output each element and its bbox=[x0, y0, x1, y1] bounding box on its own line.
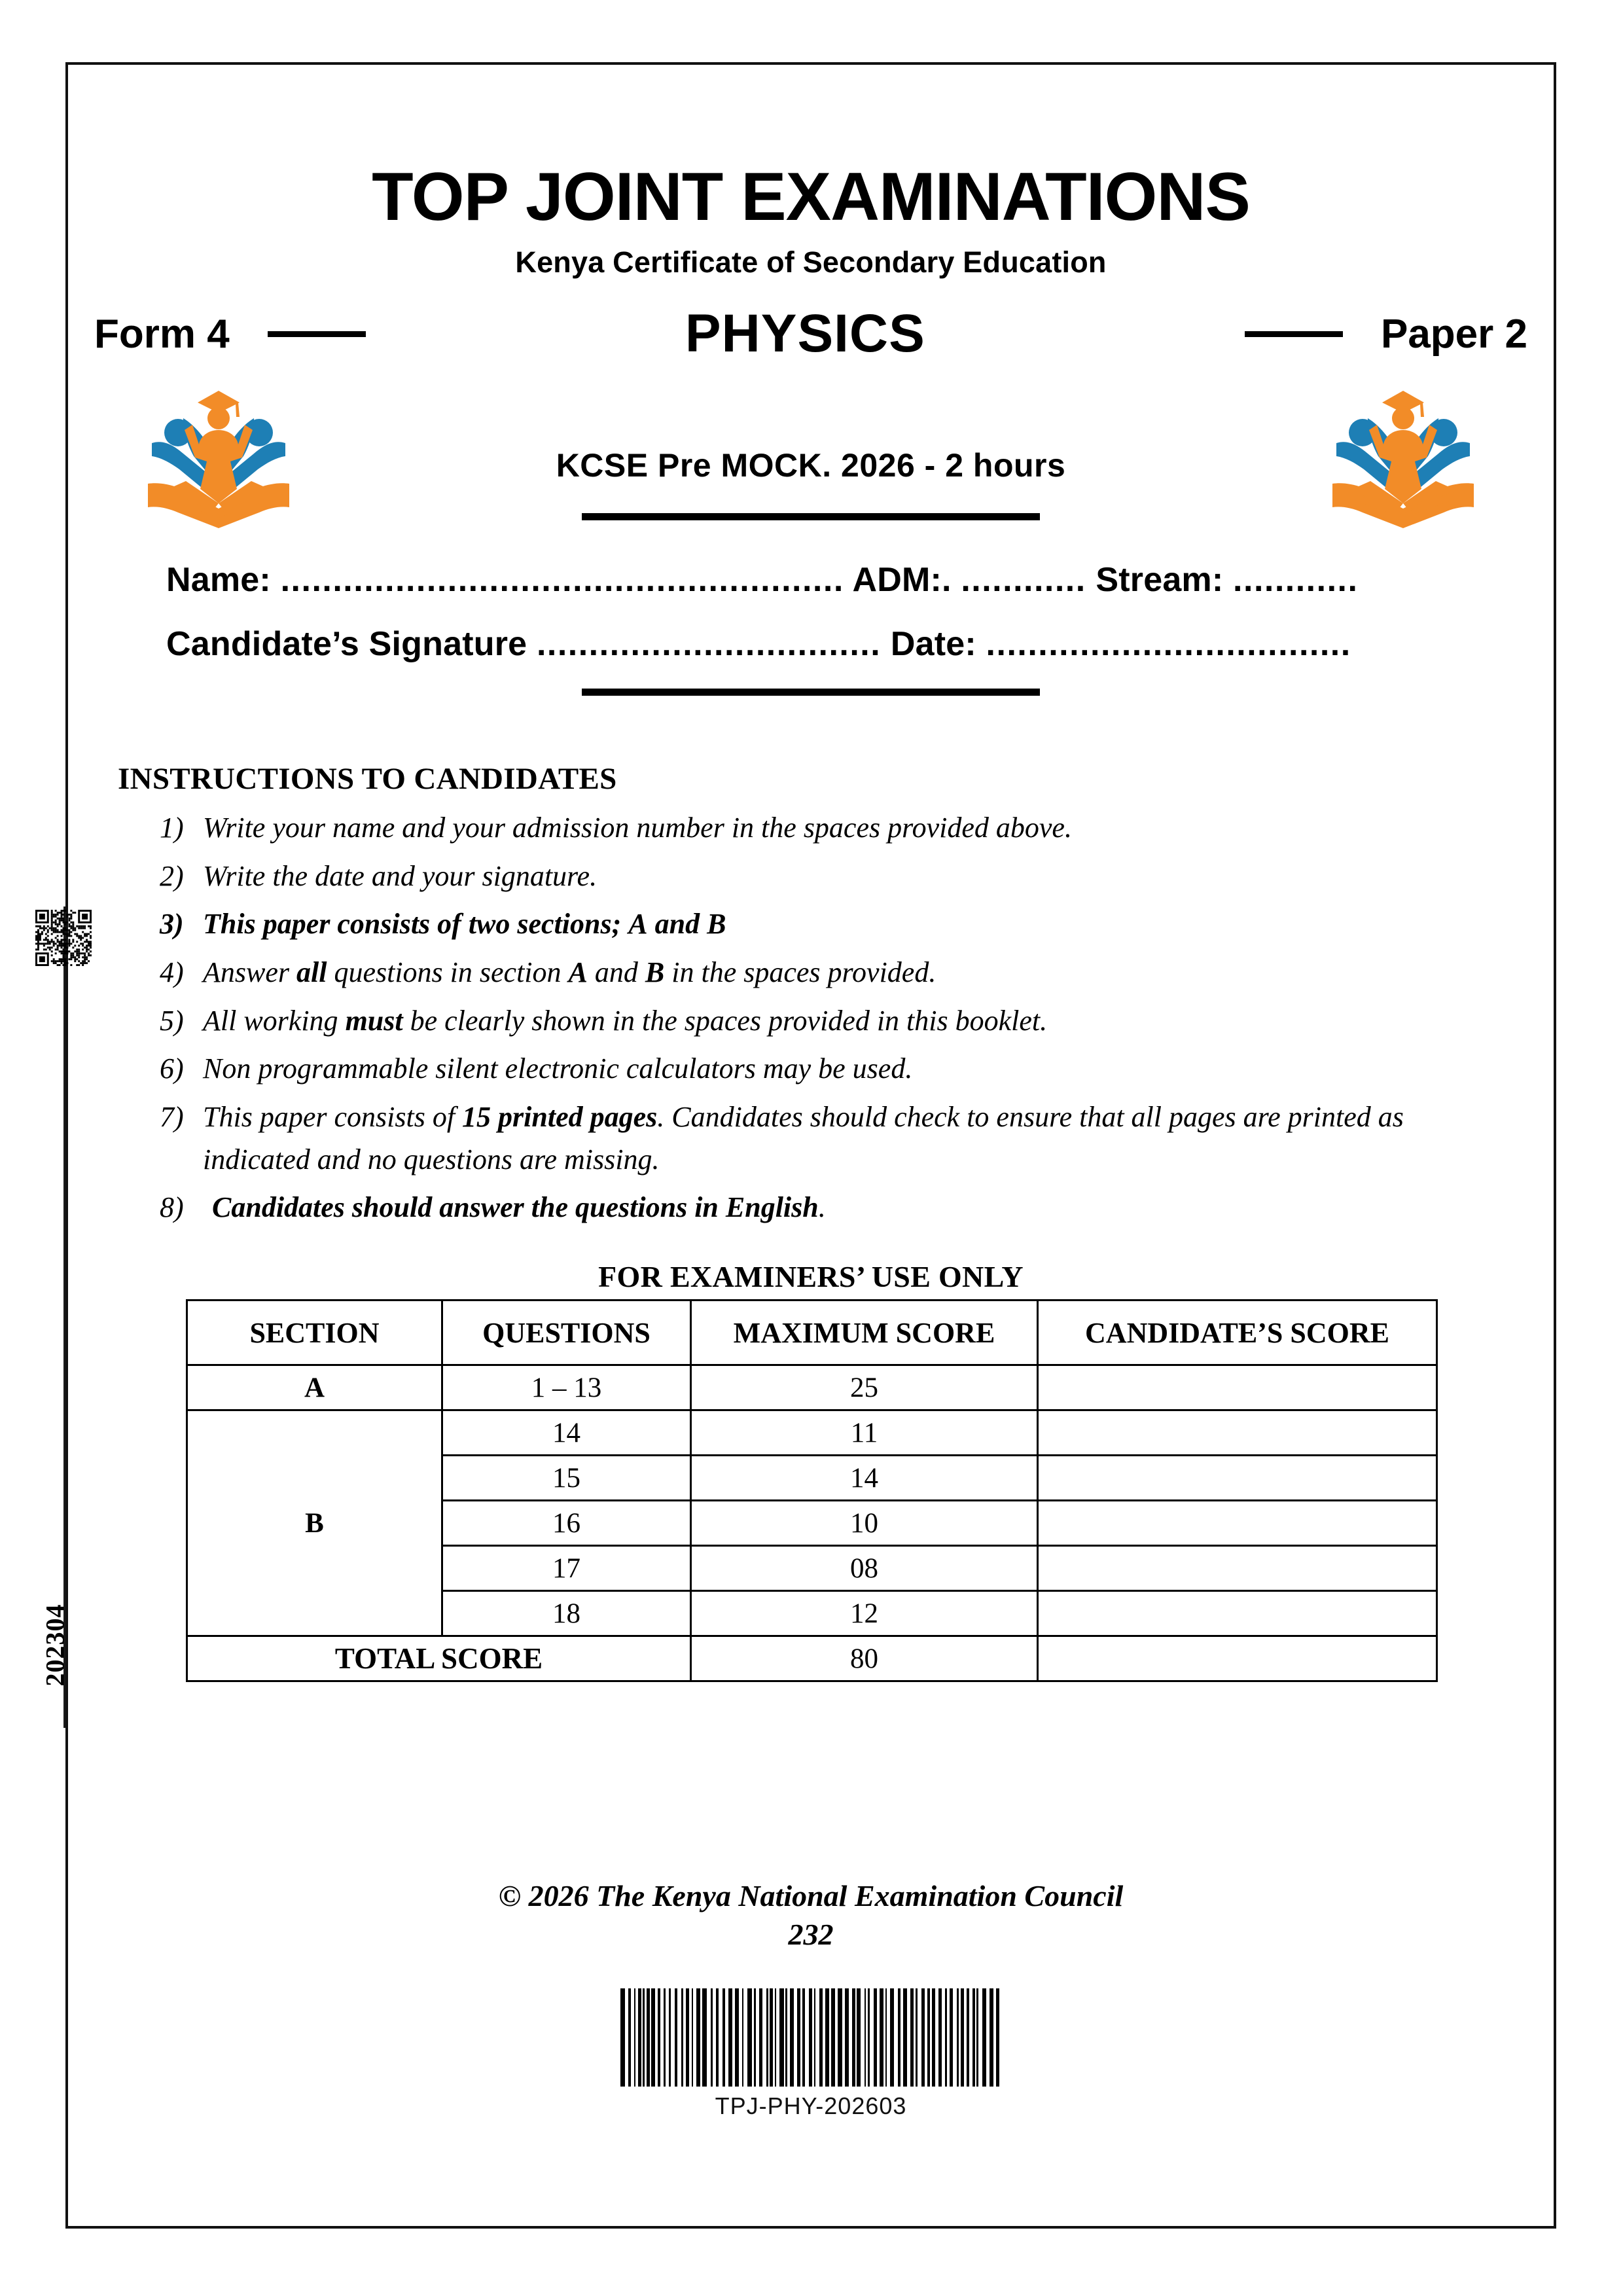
cell-questions: 14 bbox=[442, 1410, 691, 1456]
copyright-notice: © 2026 The Kenya National Examination Council bbox=[498, 1879, 1124, 1913]
adm-input[interactable]: ............ bbox=[961, 561, 1086, 599]
instruction-item-4 bbox=[160, 952, 1475, 994]
table-row bbox=[187, 1365, 1437, 1410]
instructions-list bbox=[68, 807, 1554, 1229]
total-score-label: TOTAL SCORE bbox=[187, 1636, 691, 1681]
cell-max: 25 bbox=[691, 1365, 1038, 1410]
total-maximum-score: 80 bbox=[691, 1636, 1038, 1681]
cell-questions: 16 bbox=[442, 1501, 691, 1546]
date-label: Date: bbox=[890, 625, 976, 663]
instruction-item-5 bbox=[160, 1000, 1475, 1043]
barcode-label: TPJ-PHY-202603 bbox=[715, 2092, 907, 2120]
dash-right-icon bbox=[1245, 331, 1343, 337]
table-row bbox=[187, 1410, 1437, 1456]
instruction-number: 6) bbox=[160, 1052, 184, 1085]
cell-candidate[interactable] bbox=[1038, 1546, 1437, 1591]
instruction-text: Answer all questions in section A and B in the spaces provided. bbox=[203, 956, 936, 989]
page-title: TOP JOINT EXAMINATIONS bbox=[372, 159, 1250, 235]
adm-label: ADM:. bbox=[852, 561, 952, 599]
cell-candidate[interactable] bbox=[1038, 1365, 1437, 1410]
signature-input[interactable]: ................................. bbox=[536, 625, 882, 663]
cell-max: 10 bbox=[691, 1501, 1038, 1546]
cell-section: B bbox=[187, 1410, 442, 1636]
examiners-table-title: FOR EXAMINERS’ USE ONLY bbox=[598, 1260, 1024, 1294]
instruction-number: 5) bbox=[160, 1004, 184, 1037]
cell-candidate[interactable] bbox=[1038, 1456, 1437, 1501]
certificate-subtitle: Kenya Certificate of Secondary Education bbox=[515, 245, 1107, 279]
column-header-candidate: CANDIDATE’S SCORE bbox=[1038, 1300, 1437, 1365]
instruction-number: 2) bbox=[160, 859, 184, 892]
rule-under-exam-line bbox=[582, 513, 1040, 520]
logo-and-exam-row bbox=[68, 379, 1554, 533]
signature-field-row[interactable] bbox=[166, 624, 1455, 664]
table-header-row bbox=[187, 1300, 1437, 1365]
instructions-heading: INSTRUCTIONS TO CANDIDATES bbox=[118, 762, 617, 796]
instruction-text: Write the date and your signature. bbox=[203, 859, 597, 892]
instruction-text: Non programmable silent electronic calculators may be used. bbox=[203, 1052, 913, 1085]
subject-title: PHYSICS bbox=[685, 304, 925, 363]
cell-questions: 17 bbox=[442, 1546, 691, 1591]
form-label: Form 4 bbox=[94, 311, 230, 357]
instruction-number: 7) bbox=[160, 1101, 184, 1134]
column-header-maximum: MAXIMUM SCORE bbox=[691, 1300, 1038, 1365]
stream-input[interactable]: ............ bbox=[1233, 561, 1359, 599]
cell-candidate[interactable] bbox=[1038, 1591, 1437, 1636]
examiners-table-wrap bbox=[186, 1299, 1436, 1682]
instruction-item-2 bbox=[160, 855, 1475, 898]
cell-candidate[interactable] bbox=[1038, 1501, 1437, 1546]
graduate-book-logo-icon-right bbox=[1325, 379, 1482, 533]
cell-max: 08 bbox=[691, 1546, 1038, 1591]
total-candidate-score[interactable] bbox=[1038, 1636, 1437, 1681]
graduate-book-logo-icon-left bbox=[140, 379, 297, 533]
instruction-number: 1) bbox=[160, 812, 184, 844]
column-header-questions: QUESTIONS bbox=[442, 1300, 691, 1365]
instruction-item-8 bbox=[160, 1187, 1475, 1229]
side-code-number: 202304 bbox=[40, 1604, 70, 1687]
column-header-section: SECTION bbox=[187, 1300, 442, 1365]
rule-under-signature bbox=[582, 689, 1040, 696]
paper-code: 232 bbox=[788, 1918, 834, 1952]
page-border bbox=[65, 62, 1556, 2229]
instruction-item-7 bbox=[160, 1096, 1475, 1181]
stream-label: Stream: bbox=[1096, 561, 1224, 599]
subject-row bbox=[68, 303, 1554, 365]
instruction-number: 8) bbox=[160, 1191, 184, 1224]
cell-max: 12 bbox=[691, 1591, 1038, 1636]
instruction-number: 4) bbox=[160, 956, 184, 989]
name-label: Name: bbox=[166, 561, 271, 599]
instruction-item-3 bbox=[160, 903, 1475, 946]
instruction-text: This paper consists of 15 printed pages. Candidates should check to ensure that all pages are printed as indicated and no questions are missing. bbox=[203, 1101, 1404, 1175]
qr-code-icon bbox=[35, 910, 92, 966]
barcode-block bbox=[608, 1988, 1014, 2120]
signature-label: Candidate’s Signature bbox=[166, 625, 527, 663]
cell-questions: 18 bbox=[442, 1591, 691, 1636]
exam-session-line: KCSE Pre MOCK. 2026 - 2 hours bbox=[556, 447, 1066, 484]
barcode-icon bbox=[618, 1988, 1004, 2087]
instruction-text: This paper consists of two sections; A and B bbox=[203, 908, 726, 941]
table-total-row bbox=[187, 1636, 1437, 1681]
instruction-text: Write your name and your admission number in the spaces provided above. bbox=[203, 812, 1072, 844]
name-field-row[interactable] bbox=[166, 560, 1455, 600]
instruction-number: 3) bbox=[160, 908, 184, 941]
instruction-item-6 bbox=[160, 1048, 1475, 1090]
cell-candidate[interactable] bbox=[1038, 1410, 1437, 1456]
name-input[interactable]: ...................................................... bbox=[280, 561, 844, 599]
dash-left-icon bbox=[268, 331, 366, 337]
instruction-text: Candidates should answer the questions in English. bbox=[212, 1191, 826, 1224]
examiners-score-table bbox=[186, 1299, 1438, 1682]
cell-questions: 1 – 13 bbox=[442, 1365, 691, 1410]
cell-section: A bbox=[187, 1365, 442, 1410]
exam-line-wrap bbox=[297, 391, 1325, 520]
cell-max: 11 bbox=[691, 1410, 1038, 1456]
date-input[interactable]: ................................... bbox=[986, 625, 1351, 663]
paper-label: Paper 2 bbox=[1380, 311, 1527, 357]
candidate-details-block bbox=[68, 560, 1554, 696]
cell-max: 14 bbox=[691, 1456, 1038, 1501]
instruction-item-1 bbox=[160, 807, 1475, 850]
cell-questions: 15 bbox=[442, 1456, 691, 1501]
instruction-text: All working must be clearly shown in the spaces provided in this booklet. bbox=[203, 1004, 1048, 1037]
